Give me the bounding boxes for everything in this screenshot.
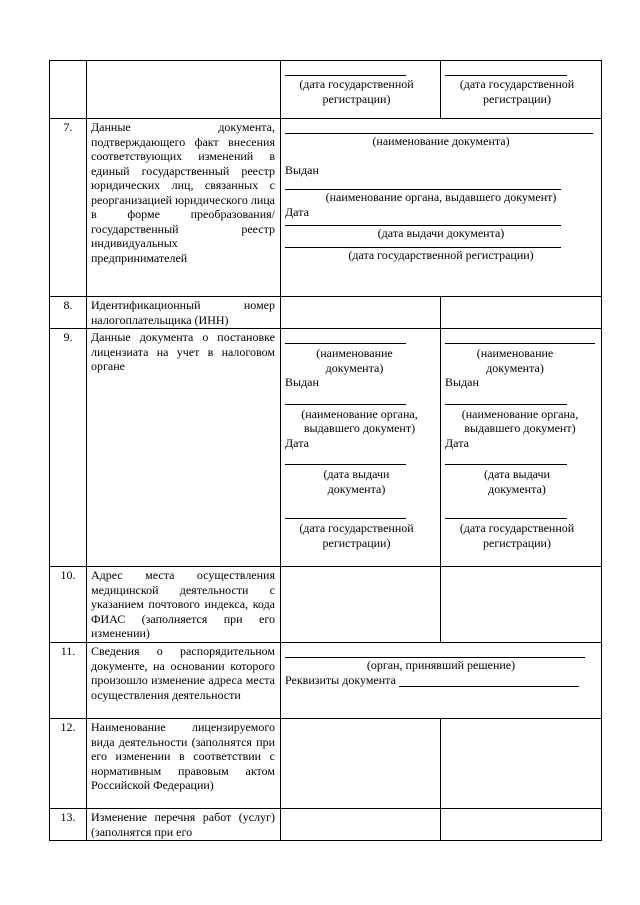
table-row	[50, 297, 602, 329]
date-label: Дата	[285, 435, 309, 450]
issuer-caption: (наименование органа, выдавшего документ)	[461, 406, 579, 435]
issued-label: Выдан	[285, 375, 319, 389]
field-cell[interactable]	[441, 297, 602, 329]
field-cell[interactable]	[281, 297, 441, 329]
requisites-line	[399, 675, 579, 687]
row-label: Данные документа о постановке лицензиата на учет в налоговом органе	[87, 329, 281, 567]
reg-date-caption: (дата государственной регистрации)	[348, 247, 534, 262]
row-number: 8.	[50, 297, 87, 329]
row-number: 9.	[50, 329, 87, 567]
doc-name-caption: (наименование документа)	[476, 346, 554, 375]
field-cell[interactable]	[441, 719, 602, 809]
row-number: 11.	[50, 643, 87, 719]
issue-date-caption: (дата выдачи документа)	[323, 467, 390, 496]
field-cell[interactable]	[281, 119, 602, 297]
row-label: Наименование лицензируемого вида деятельности (заполнятся при его изменении в соответствии с нормативным правовым актом Российской Федерации)	[87, 719, 281, 809]
table-row	[50, 329, 602, 567]
row-number-cell	[50, 61, 87, 119]
requisites-field[interactable]	[281, 673, 601, 688]
reg-date-caption: (дата государственной регистрации)	[299, 77, 414, 106]
field-cell[interactable]	[281, 329, 441, 567]
field-cell[interactable]	[281, 809, 441, 841]
row-number: 12.	[50, 719, 87, 809]
table-row	[50, 643, 602, 719]
issue-date-caption: (дата выдачи документа)	[377, 226, 505, 240]
issued-label: Выдан	[285, 162, 319, 177]
date-label: Дата	[445, 435, 469, 450]
issuer-caption: (наименование органа, выдавшего документ)	[325, 190, 557, 204]
doc-name-caption: (наименование документа)	[372, 134, 510, 148]
field-cell[interactable]	[441, 329, 602, 567]
table-row	[50, 61, 602, 119]
reg-date-caption: (дата государственной регистрации)	[459, 521, 575, 550]
issued-label: Выдан	[445, 375, 479, 389]
field-cell[interactable]	[281, 61, 441, 119]
issue-date-caption: (дата выдачи документа)	[484, 467, 550, 496]
reg-date-caption: (дата государственной регистрации)	[459, 77, 575, 106]
organ-caption: (орган, принявший решение)	[366, 658, 516, 672]
reg-date-caption: (дата государственной регистрации)	[299, 521, 414, 550]
doc-name-caption: (наименование документа)	[316, 346, 393, 375]
field-cell[interactable]	[441, 567, 602, 643]
field-cell[interactable]	[281, 567, 441, 643]
row-number: 10.	[50, 567, 87, 643]
row-label: Данные документа, подтверждающего факт внесения соответствующих изменений в единый государственный реестр юридических лиц, связанных с реорганизацией юридического лица в форме преобразования/ государственный реестр индивидуальных предпринимателей	[87, 119, 281, 297]
table-row	[50, 809, 602, 841]
row-label: Адрес места осуществления медицинской деятельности с указанием почтового индекса, кода ФИАС (заполняется при его изменении)	[87, 567, 281, 643]
row-label-cell	[87, 61, 281, 119]
field-cell[interactable]	[441, 61, 602, 119]
date-label: Дата	[285, 204, 309, 219]
row-label: Сведения о распорядительном документе, на основании которого произошло изменение адреса места осуществления деятельности	[87, 643, 281, 719]
row-label: Идентификационный номер налогоплательщика (ИНН)	[87, 297, 281, 329]
table-row	[50, 119, 602, 297]
field-cell[interactable]	[281, 719, 441, 809]
field-cell[interactable]	[281, 643, 602, 719]
table-row	[50, 719, 602, 809]
license-form-table	[49, 60, 602, 841]
table-row	[50, 567, 602, 643]
row-number: 7.	[50, 119, 87, 297]
field-cell[interactable]	[441, 809, 602, 841]
row-number: 13.	[50, 809, 87, 841]
row-label: Изменение перечня работ (услуг) (заполнятся при его	[87, 809, 281, 841]
requisites-label: Реквизиты документа	[285, 672, 396, 687]
issuer-caption: (наименование органа, выдавшего документ)	[301, 406, 418, 435]
